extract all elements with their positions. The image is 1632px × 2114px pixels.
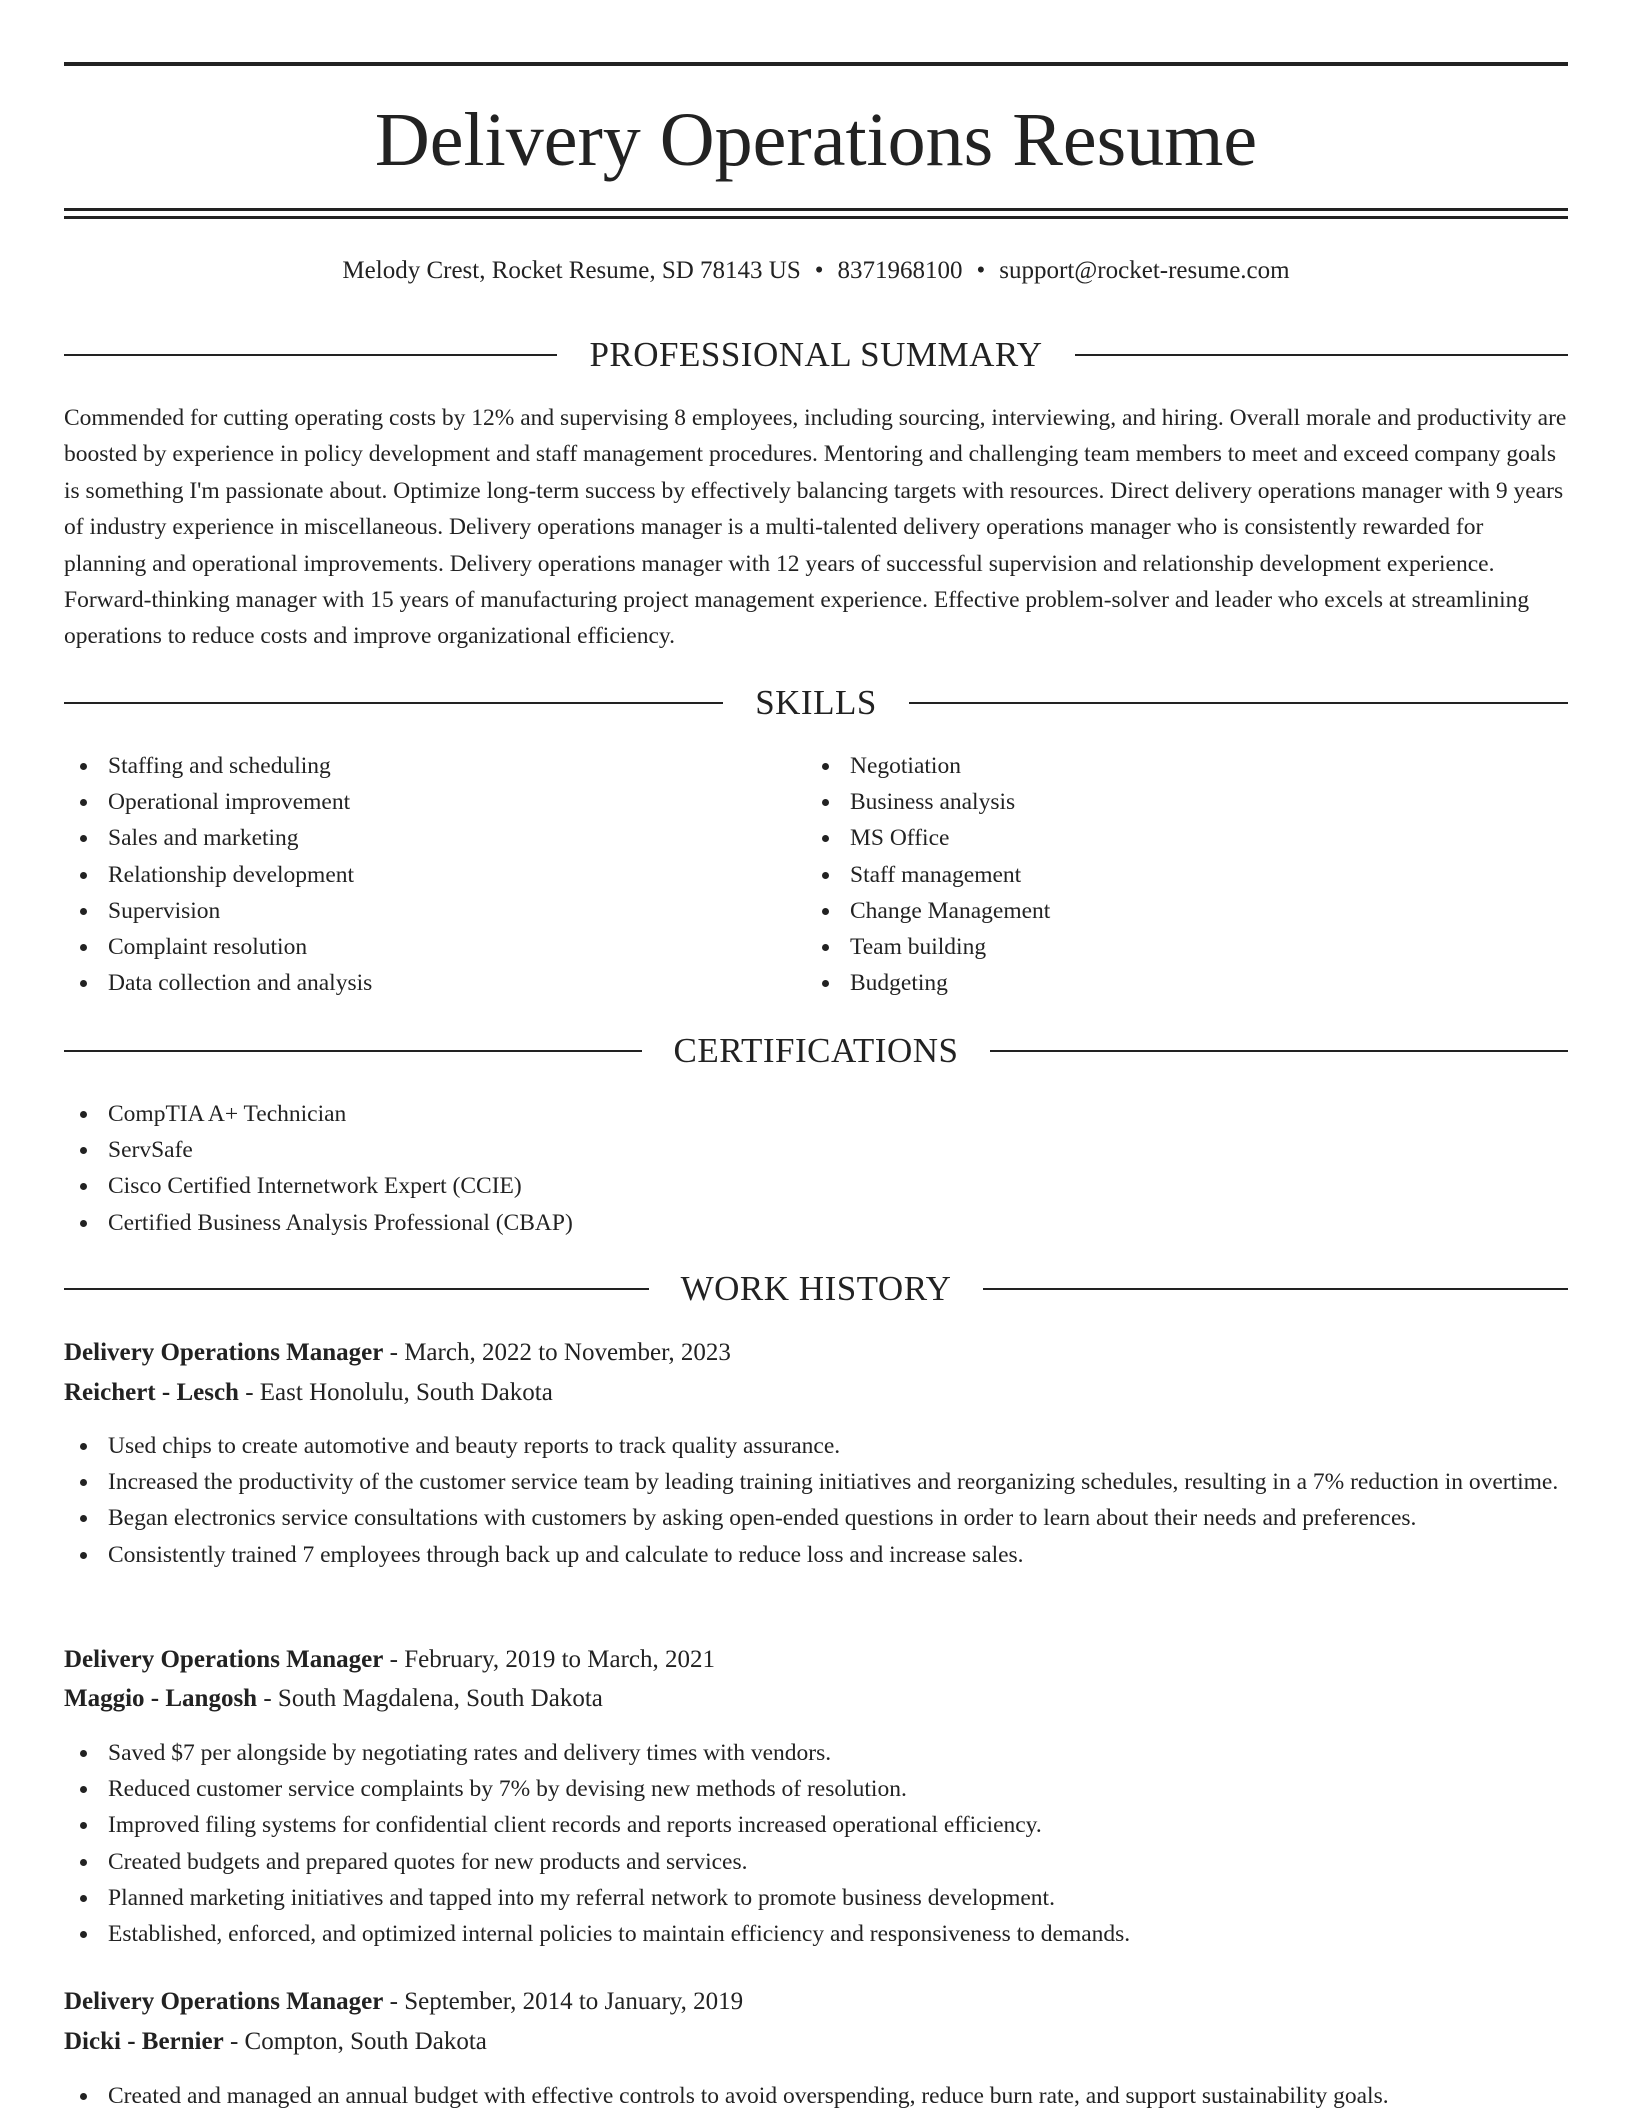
contact-line [64, 254, 1568, 288]
job-title-line [64, 1984, 1568, 2020]
skill-item: Budgeting [806, 965, 1546, 1001]
skill-item: Change Management [806, 893, 1546, 929]
skill-item: Sales and marketing [64, 820, 804, 856]
skill-item: Complaint resolution [64, 929, 804, 965]
skill-item: Team building [806, 929, 1546, 965]
skill-item: Staffing and scheduling [64, 748, 804, 784]
job-dates: - September, 2014 to January, 2019 [383, 1988, 744, 2015]
job-bullet: Established, enforced, and optimized internal policies to maintain efficiency and responsiveness to demands. [64, 1916, 1568, 1952]
certifications-list [64, 1096, 1568, 1241]
job-bullet-list [64, 1428, 1568, 1573]
contact-email[interactable]: support@rocket-resume.com [999, 257, 1290, 284]
job-dates: - March, 2022 to November, 2023 [383, 1339, 731, 1366]
contact-separator: • [976, 257, 986, 284]
job-company: Maggio - Langosh [64, 1685, 258, 1712]
job-bullet: Created budgets and prepared quotes for new products and services. [64, 1844, 1568, 1880]
work-history-heading-label: WORK HISTORY [680, 1269, 952, 1308]
job-bullet: Improved filing systems for confidential client records and reports increased operational efficiency. [64, 1807, 1568, 1843]
job-bullet-list [64, 2078, 1568, 2114]
skills-list-right [806, 748, 1546, 1001]
job-bullet: Saved $7 per alongside by negotiating rates and delivery times with vendors. [64, 1735, 1568, 1771]
skill-item: Relationship development [64, 857, 804, 893]
resume-title: Delivery Operations Resume [374, 98, 1258, 182]
job-title-line [64, 1335, 1568, 1371]
job-bullet: Planned marketing initiatives and tapped into my referral network to promote business development. [64, 1880, 1568, 1916]
job-company: Reichert - Lesch [64, 1379, 239, 1406]
heading-rule-right [990, 1050, 1568, 1052]
job-location: - Compton, South Dakota [223, 2028, 487, 2055]
heading-rule-right [1075, 354, 1568, 356]
job-title: Delivery Operations Manager [64, 1339, 384, 1366]
certification-item: Cisco Certified Internetwork Expert (CCIE) [64, 1168, 1568, 1204]
skill-item: Supervision [64, 893, 804, 929]
heading-rule-right [983, 1288, 1568, 1290]
job-title: Delivery Operations Manager [64, 1646, 384, 1673]
job-location: - South Magdalena, South Dakota [257, 1685, 603, 1712]
heading-rule-right [909, 702, 1568, 704]
job-bullet: Increased the productivity of the customer service team by leading training initiatives and reorganizing schedules, resulting in a 7% reduction in overtime. [64, 1464, 1568, 1500]
summary-section-heading [64, 333, 1568, 377]
job-bullet: Consistently trained 7 employees through back up and calculate to reduce loss and increase sales. [64, 1537, 1568, 1573]
header-double-rule-lower [64, 216, 1568, 219]
job-bullet: Began electronics service consultations with customers by asking open-ended questions in order to learn about their needs and preferences. [64, 1500, 1568, 1536]
job-company-line [64, 2024, 1568, 2060]
job-bullet-list [64, 1735, 1568, 1952]
heading-rule-left [64, 702, 723, 704]
certification-item: Certified Business Analysis Professional (CBAP) [64, 1205, 1568, 1241]
job-dates: - February, 2019 to March, 2021 [383, 1646, 716, 1673]
skill-item: Staff management [806, 857, 1546, 893]
job-title-line [64, 1642, 1568, 1678]
job-company: Dicki - Bernier [64, 2028, 224, 2055]
job-bullet: Used chips to create automotive and beauty reports to track quality assurance. [64, 1428, 1568, 1464]
skill-item: MS Office [806, 820, 1546, 856]
summary-heading-label: PROFESSIONAL SUMMARY [589, 335, 1043, 374]
certifications-heading-label: CERTIFICATIONS [673, 1031, 959, 1070]
job-company-line [64, 1375, 1568, 1411]
job-bullet: Reduced customer service complaints by 7% by devising new methods of resolution. [64, 1771, 1568, 1807]
skill-item: Business analysis [806, 784, 1546, 820]
job-company-line [64, 1681, 1568, 1717]
contact-address: Melody Crest, Rocket Resume, SD 78143 US [342, 257, 801, 284]
skills-section-heading [64, 681, 1568, 725]
work-history-section-heading [64, 1267, 1568, 1311]
heading-rule-left [64, 1288, 649, 1290]
skill-item: Operational improvement [64, 784, 804, 820]
certifications-section-heading [64, 1029, 1568, 1073]
header-double-rule-upper [64, 208, 1568, 211]
contact-phone: 8371968100 [837, 257, 963, 284]
skill-item: Data collection and analysis [64, 965, 804, 1001]
heading-rule-left [64, 1050, 642, 1052]
summary-paragraph: Commended for cutting operating costs by 12% and supervising 8 employees, including sourcing, interviewing, and hiring. Overall morale and productivity are boosted by experience in policy development and staff management procedures. Mentoring and challenging team members to meet and exceed company goals is something I'm passionate about. Optimize long-term success by effectively balancing targets with resources. Direct delivery operations manager with 9 years of industry experience in miscellaneous. Delivery operations manager is a multi-talented delivery operations manager who is consistently rewarded for planning and operational improvements. Delivery operations manager with 12 years of successful supervision and relationship development experience. Forward-thinking manager with 15 years of manufacturing project management experience. Effective problem-solver and leader who excels at streamlining operations to reduce costs and improve organizational efficiency. [64, 405, 1567, 650]
certification-item: ServSafe [64, 1132, 1568, 1168]
certification-item: CompTIA A+ Technician [64, 1096, 1568, 1132]
heading-rule-left [64, 354, 557, 356]
job-bullet: Created and managed an annual budget with effective controls to avoid overspending, reduce burn rate, and support sustainability goals. [64, 2078, 1568, 2114]
contact-separator: • [814, 257, 824, 284]
skills-list-left [64, 748, 804, 1001]
job-title: Delivery Operations Manager [64, 1988, 384, 2015]
header-top-rule [64, 62, 1568, 66]
job-location: - East Honolulu, South Dakota [238, 1379, 553, 1406]
skills-heading-label: SKILLS [755, 683, 877, 722]
skill-item: Negotiation [806, 748, 1546, 784]
